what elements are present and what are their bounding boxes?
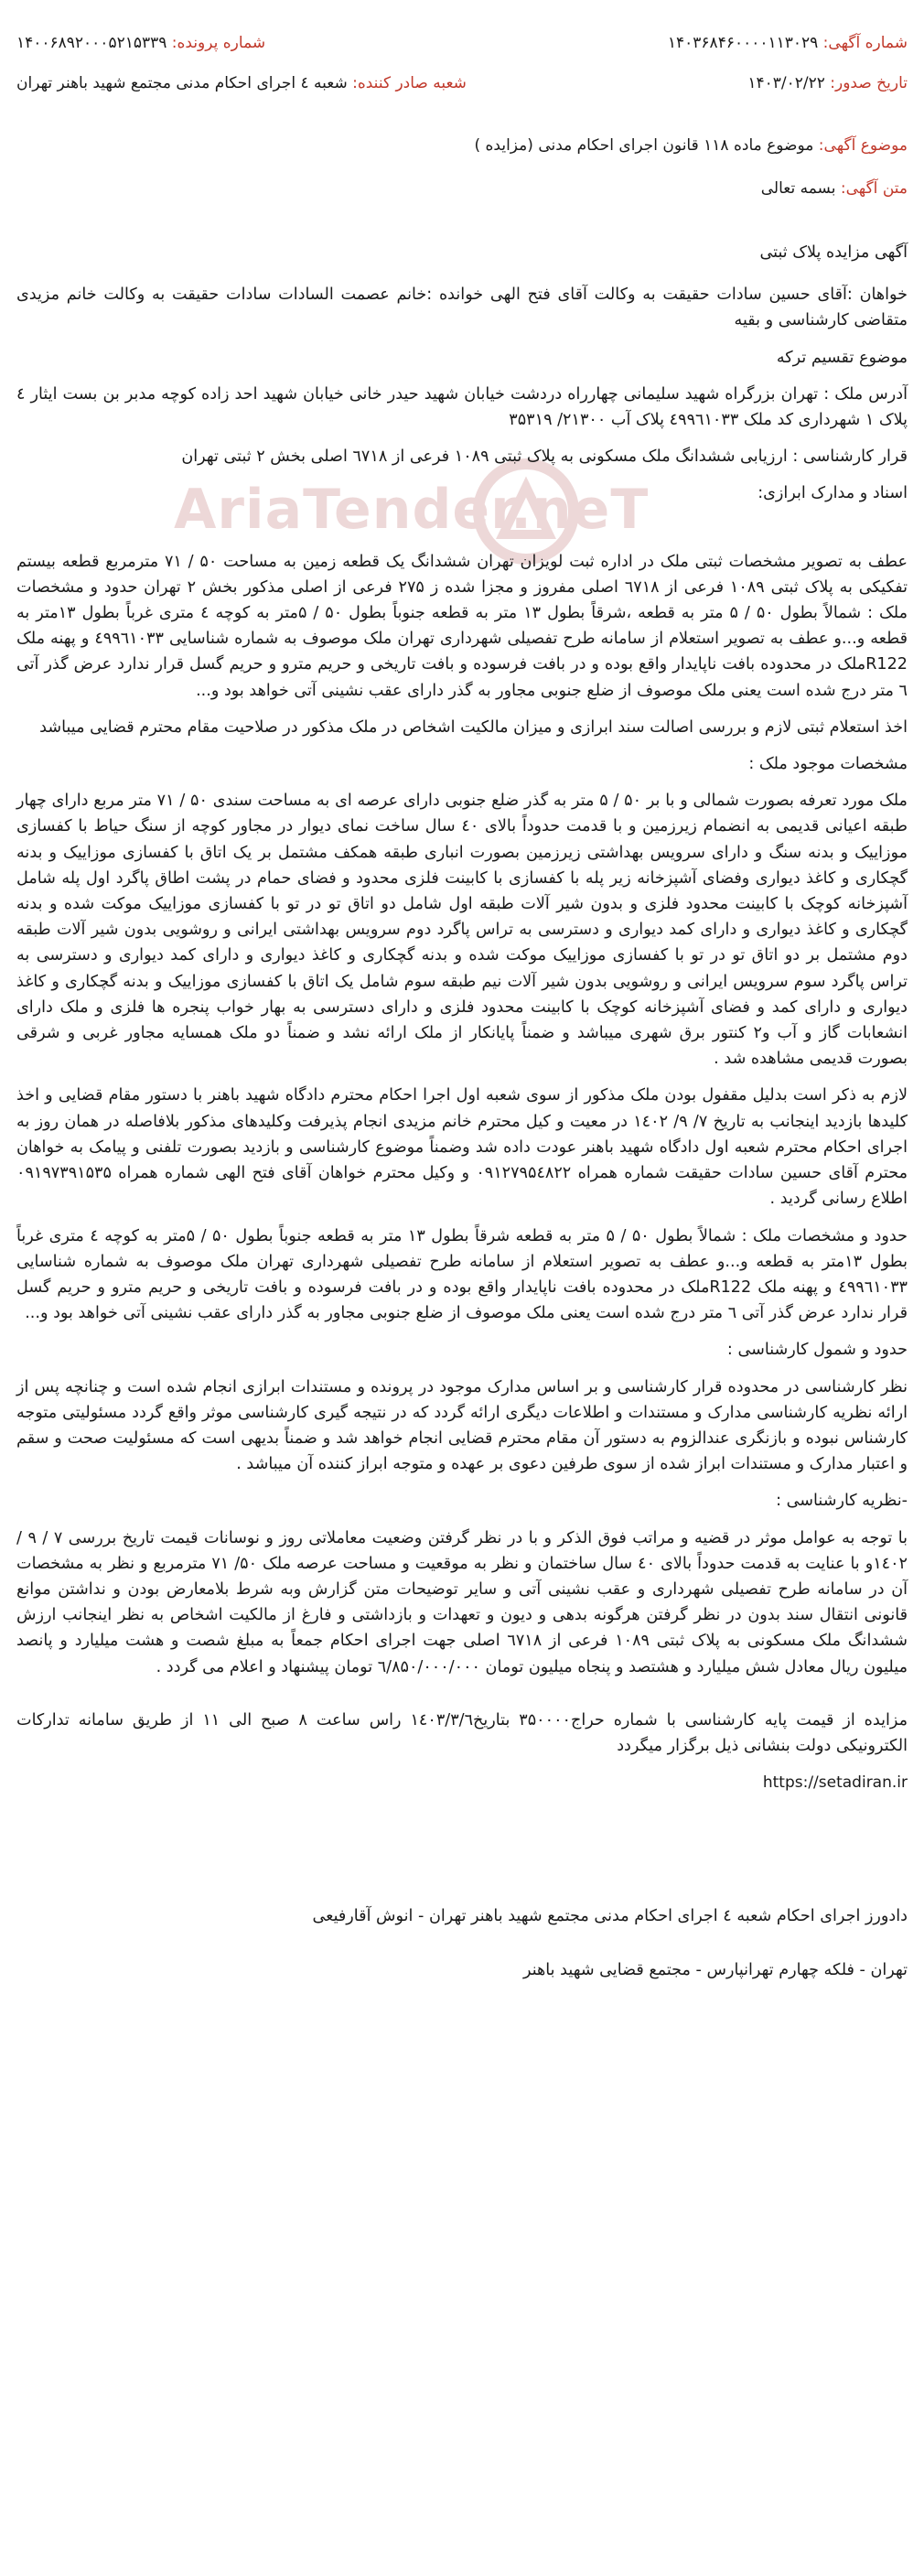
expert-order: قرار کارشناسی : ارزیابی ششدانگ ملک مسکونی به پلاک ثبتی ۱۰۸۹ فرعی از ٦۷۱۸ اصلی بخش ۲ ثبتی تهران — [181, 447, 908, 467]
case-number: شماره پرونده: ۱۴۰۰۶۸۹۲۰۰۰۵۲۱۵۳۳۹ — [16, 34, 266, 52]
auction-details: مزایده از قیمت پایه کارشناسی با شماره حراج۳۵۰۰۰۰ بتاریخ۱٤۰۳/۳/٦ راس ساعت ۸ صبح الی ۱۱ از طریق سامانه تدارکات الکترونیکی دولت بنشانی ذیل برگزار میگردد — [16, 1710, 908, 1755]
ad-number: شماره آگهی: ۱۴۰۳۶۸۴۶۰۰۰۰۱۱۳۰۲۹ — [667, 34, 908, 52]
property-boundaries: حدود و مشخصات ملک : شمالاً بطول ۵۰ / ۵ متر به قطعه شرقاً بطول ۱۳ متر به قطعه جنوباً بطول ۵۰ / ۵متر به کوچه ٤ متری غرباً بطول ۱۳متر به قطعه و...و عطف به تصویر استعلام از سامانه طرح تفصیلی شهرداری تهران ملک موصوف به شماره شناسایی ٤۹۹٦۱۰۳۳ و پهنه ملک R122ملک در محدوده بافت ناپایدار واقع بوده و در بافت فرسوده و بافت تاریخی و حریم مترو و حریم گسل قرار ندارد عرض گذر آتی ٦ متر درج شده است یعنی ملک موصوف از ضلع جنوبی مجاور به گذر دارای عقب نشینی آتی خواهد بود و... — [16, 1226, 908, 1323]
watermark-text: AriaTender.neT — [174, 478, 650, 542]
issuing-branch: شعبه صادر کننده: شعبه ٤ اجرای احکام مدنی مجتمع شهید باهنر تهران — [16, 74, 467, 92]
property-address: آدرس ملک : تهران بزرگراه شهید سلیمانی چهارراه دردشت خیابان شهید حیدر خانی خیابان شهید احد زاده کوچه مدبر بن بست ایثار ٤ پلاک ۱ شهرداری کد ملک ٤۹۹٦۱۰۳۳ پلاک آب ۲۱۳۰۰/ ۳۵۳۱۹ — [16, 384, 908, 430]
registry-details: عطف به تصویر مشخصات ثبتی ملک در اداره ثبت لویزان تهران ششدانگ یک قطعه زمین به مساحت ۵۰ / ۷۱ مترمربع قطعه بیستم تفکیکی به پلاک ثبتی ۱۰۸۹ فرعی از ٦۷۱۸ اصلی مفروز و مجزا شده ز ۲۷۵ فرعی از اصلی مذکور بخش ۲ تهران حدود و مشخصات ملک : شمالاً بطول ۵۰ / ۵ متر به قطعه ،شرقاً بطول ۱۳ متر به قطعه جنوباً بطول ۵۰ / ۵متر به کوچه ٤ متری غرباً بطول ۱۳متر به قطعه و...و عطف به تصویر استعلام از سامانه طرح تفصیلی شهرداری تهران ملک موصوف به شماره شناسایی ٤۹۹٦۱۰۳۳ و پهنه ملک R122ملک در محدوده بافت ناپایدار واقع بوده و در بافت فرسوده و بافت تاریخی و حریم مترو و حریم گسل قرار ندارد عرض گذر آتی ٦ متر درج شده است یعنی ملک موصوف از ضلع جنوبی مجاور به گذر دارای عقب نشینی آتی خواهد بود و... — [16, 552, 908, 700]
signature-officer: دادورز اجرای احکام شعبه ٤ اجرای احکام مدنی مجتمع شهید باهنر تهران - انوش آقارفیعی — [312, 1907, 908, 1926]
documents-heading: اسناد و مدارک ابرازی: — [757, 484, 908, 503]
ad-subject: موضوع آگهی: موضوع ماده ۱۱۸ قانون اجرای احکام مدنی (مزایده ) — [474, 136, 908, 155]
registry-inquiry-note: اخذ استعلام ثبتی لازم و بررسی اصالت سند ابرازی و میزان مالکیت اشخاص در ملک مذکور در صلاحیت مقام محترم قضایی میباشد — [39, 717, 908, 737]
ad-body-heading: متن آگهی: بسمه تعالی — [760, 179, 908, 198]
scope-text: نظر کارشناسی در محدوده قرار کارشناسی و بر اساس مدارک موجود در پرونده و مستندات ابرازی انجام شده است و چنانچه پس از ارائه نظریه کارشناسی مدارک و مستندات و اطلاعات دیگری ارائه گردد که در نتیجه گیری کارشناسی موثر واقع گردد مسئولیتی متوجه کارشناس نبوده و بازنگری عندالزوم به دستور آن مقام محترم قضایی انجام خواهد شد و ضمناً بدیهی است که مسئولیت صحت و سقم و اعتبار مدارک و مستندات ابراز شده از سوی طرفین دعوی بر عهده و متوجه ابراز کننده آن میباشد . — [16, 1377, 908, 1474]
inspection-note: لازم به ذکر است بدلیل مقفول بودن ملک مذکور از سوی شعبه اول اجرا احکام محترم دادگاه شهید باهنر با دستور مقام قضایی و اخذ کلیدها بازدید اینجانب به تاریخ ۷/ ۹/ ۱٤۰۲ در معیت و کیل محترم خانم مزیدی انجام پذیرفت وکلیدهای مذکور بلافاصله در همان روز به اجرای احکام محترم شعبه اول دادگاه شهید باهنر عودت داده شد وضمناً موضوع کارشناسی و بازدید بصورت تلفنی و پیامک به خواهان محترم آقای حسین سادات حقیقت شماره همراه ۰۹۱۲۷۹۵٤۸۲۲ و وکیل محترم خواهان آقای فتح الهی شماره همراه ۰۹۱۹۷۳۹۱۵۳۵ اطلاع رسانی گردید . — [16, 1086, 908, 1209]
property-description: ملک مورد تعرفه بصورت شمالی و با بر ۵۰ / ۵ متر به گذر ضلع جنوبی دارای عرصه ای به مساحت سندی ۵۰ / ۷۱ متر مربع دارای چهار طبقه اعیانی قدیمی به انضمام زیرزمین و با قدمت حدوداً بالای ٤۰ سال ساخت نمای دیوار در مجاور کوچه از سنگ حیاط با کفسازی موزاییک و بدنه سنگ و دارای سرویس بهداشتی زیرزمین بصورت انباری طبقه همکف مشتمل بر یک اتاق با کفسازی موزاییک و بدنه گچکاری و کاغذ دیواری وفضای آشپزخانه زیر پله با کفسازی با کابینت فلزی محدود و فضای حمام در پشت اطاق پاگرد اول پله شامل آشپزخانه کوچک با کابینت محدود فلزی و بدون شیر آلات طبقه اول شامل دو اتاق تو در تو با کفسازی موزاییک موکت شده و بدنه گچکاری و کاغذ دیواری و دارای کمد دیواری و دسترسی به تراس پاگرد دوم سرویس بهداشتی ایرانی و روشویی بدون شیر آلات طبقه دوم مشتمل بر دو اتاق تو در تو با کفسازی موزاییک موکت شده و بدنه گچکاری و کاغذ دیواری و دارای کمد دیواری و دسترسی به تراس پاگرد سوم سرویس ایرانی و روشویی بدون شیر آلات نیم طبقه سوم شامل یک اتاق با کفسازی موزاییک و بدنه گچکاری و کاغذ دیواری و دارای کمد و فضای آشپزخانه کوچک با کابینت محدود فلزی و دارای دسترسی به بهار خواب پنجره ها فلزی و ملک دارای انشعابات گاز و آب و۲ کنتور برق شهری میباشد و ضمناً پایانکار از ملک ارائه نشد و ضمناً دو ملک همسایه مجاور غربی و شرقی بصورت قدیمی مشاهده شد . — [16, 792, 908, 1069]
property-specs-heading: مشخصات موجود ملک : — [748, 755, 908, 774]
parties: خواهان :آقای حسین سادات حقیقت به وکالت آقای فتح الهی خوانده :خانم عصمت السادات سادات حقیقت به وکالت خانم مزیدی متقاضی کارشناسی و بقیه — [16, 286, 908, 330]
setadiran-link[interactable]: https://setadiran.ir — [762, 1773, 908, 1793]
ad-content — [16, 240, 908, 1994]
expert-opinion-heading: -نظریه کارشناسی : — [776, 1492, 908, 1511]
header-info — [16, 27, 908, 119]
expert-opinion-text: با توجه به عوامل موثر در قضیه و مراتب فوق الذکر و با در نظر گرفتن وضعیت معاملاتی روز و نوسانات قیمت تاریخ بررسی ۷ / ۹ / ۱٤۰۲و با عنایت به قدمت حدوداً بالای ٤۰ سال ساختمان و نظر به موقعیت و مساحت عرصه ملک ۵۰/ ۷۱ مترمربع و نظر به مشخصات آن در سامانه طرح تفصیلی شهرداری و عقب نشینی آتی و سایر توضیحات متن گزارش وبه شرط بلامعارض بودن و نداشتن موانع قانونی انتقال سند بدون در نظر گرفتن هرگونه بدهی و دیون و تعهدات و بازداشتی و فارغ از مالکیت اشخاص به نظر اینجانب ارزش ششدانگ ملک مسکونی به پلاک ثبتی ۱۰۸۹ فرعی از ٦۷۱۸ اصلی جهت اجرای احکام جمعاً به مبلغ شصت و هشت میلیارد و پانصد میلیون ریال معادل شش میلیارد و هشتصد و پنجاه میلیون تومان ٦/۸۵۰/۰۰۰/۰۰۰ تومان پیشنهاد و اعلام می گردد . — [16, 1528, 908, 1676]
case-subject: موضوع تقسیم ترکه — [776, 348, 908, 367]
office-address: تهران - فلکه چهارم تهرانپارس - مجتمع قضایی شهید باهنر — [523, 1960, 908, 1979]
ad-title: آگهی مزایده پلاک ثبتی — [759, 243, 908, 262]
scope-heading: حدود و شمول کارشناسی : — [726, 1341, 908, 1360]
issue-date: تاریخ صدور: ۱۴۰۳/۰۲/۲۲ — [747, 74, 908, 92]
